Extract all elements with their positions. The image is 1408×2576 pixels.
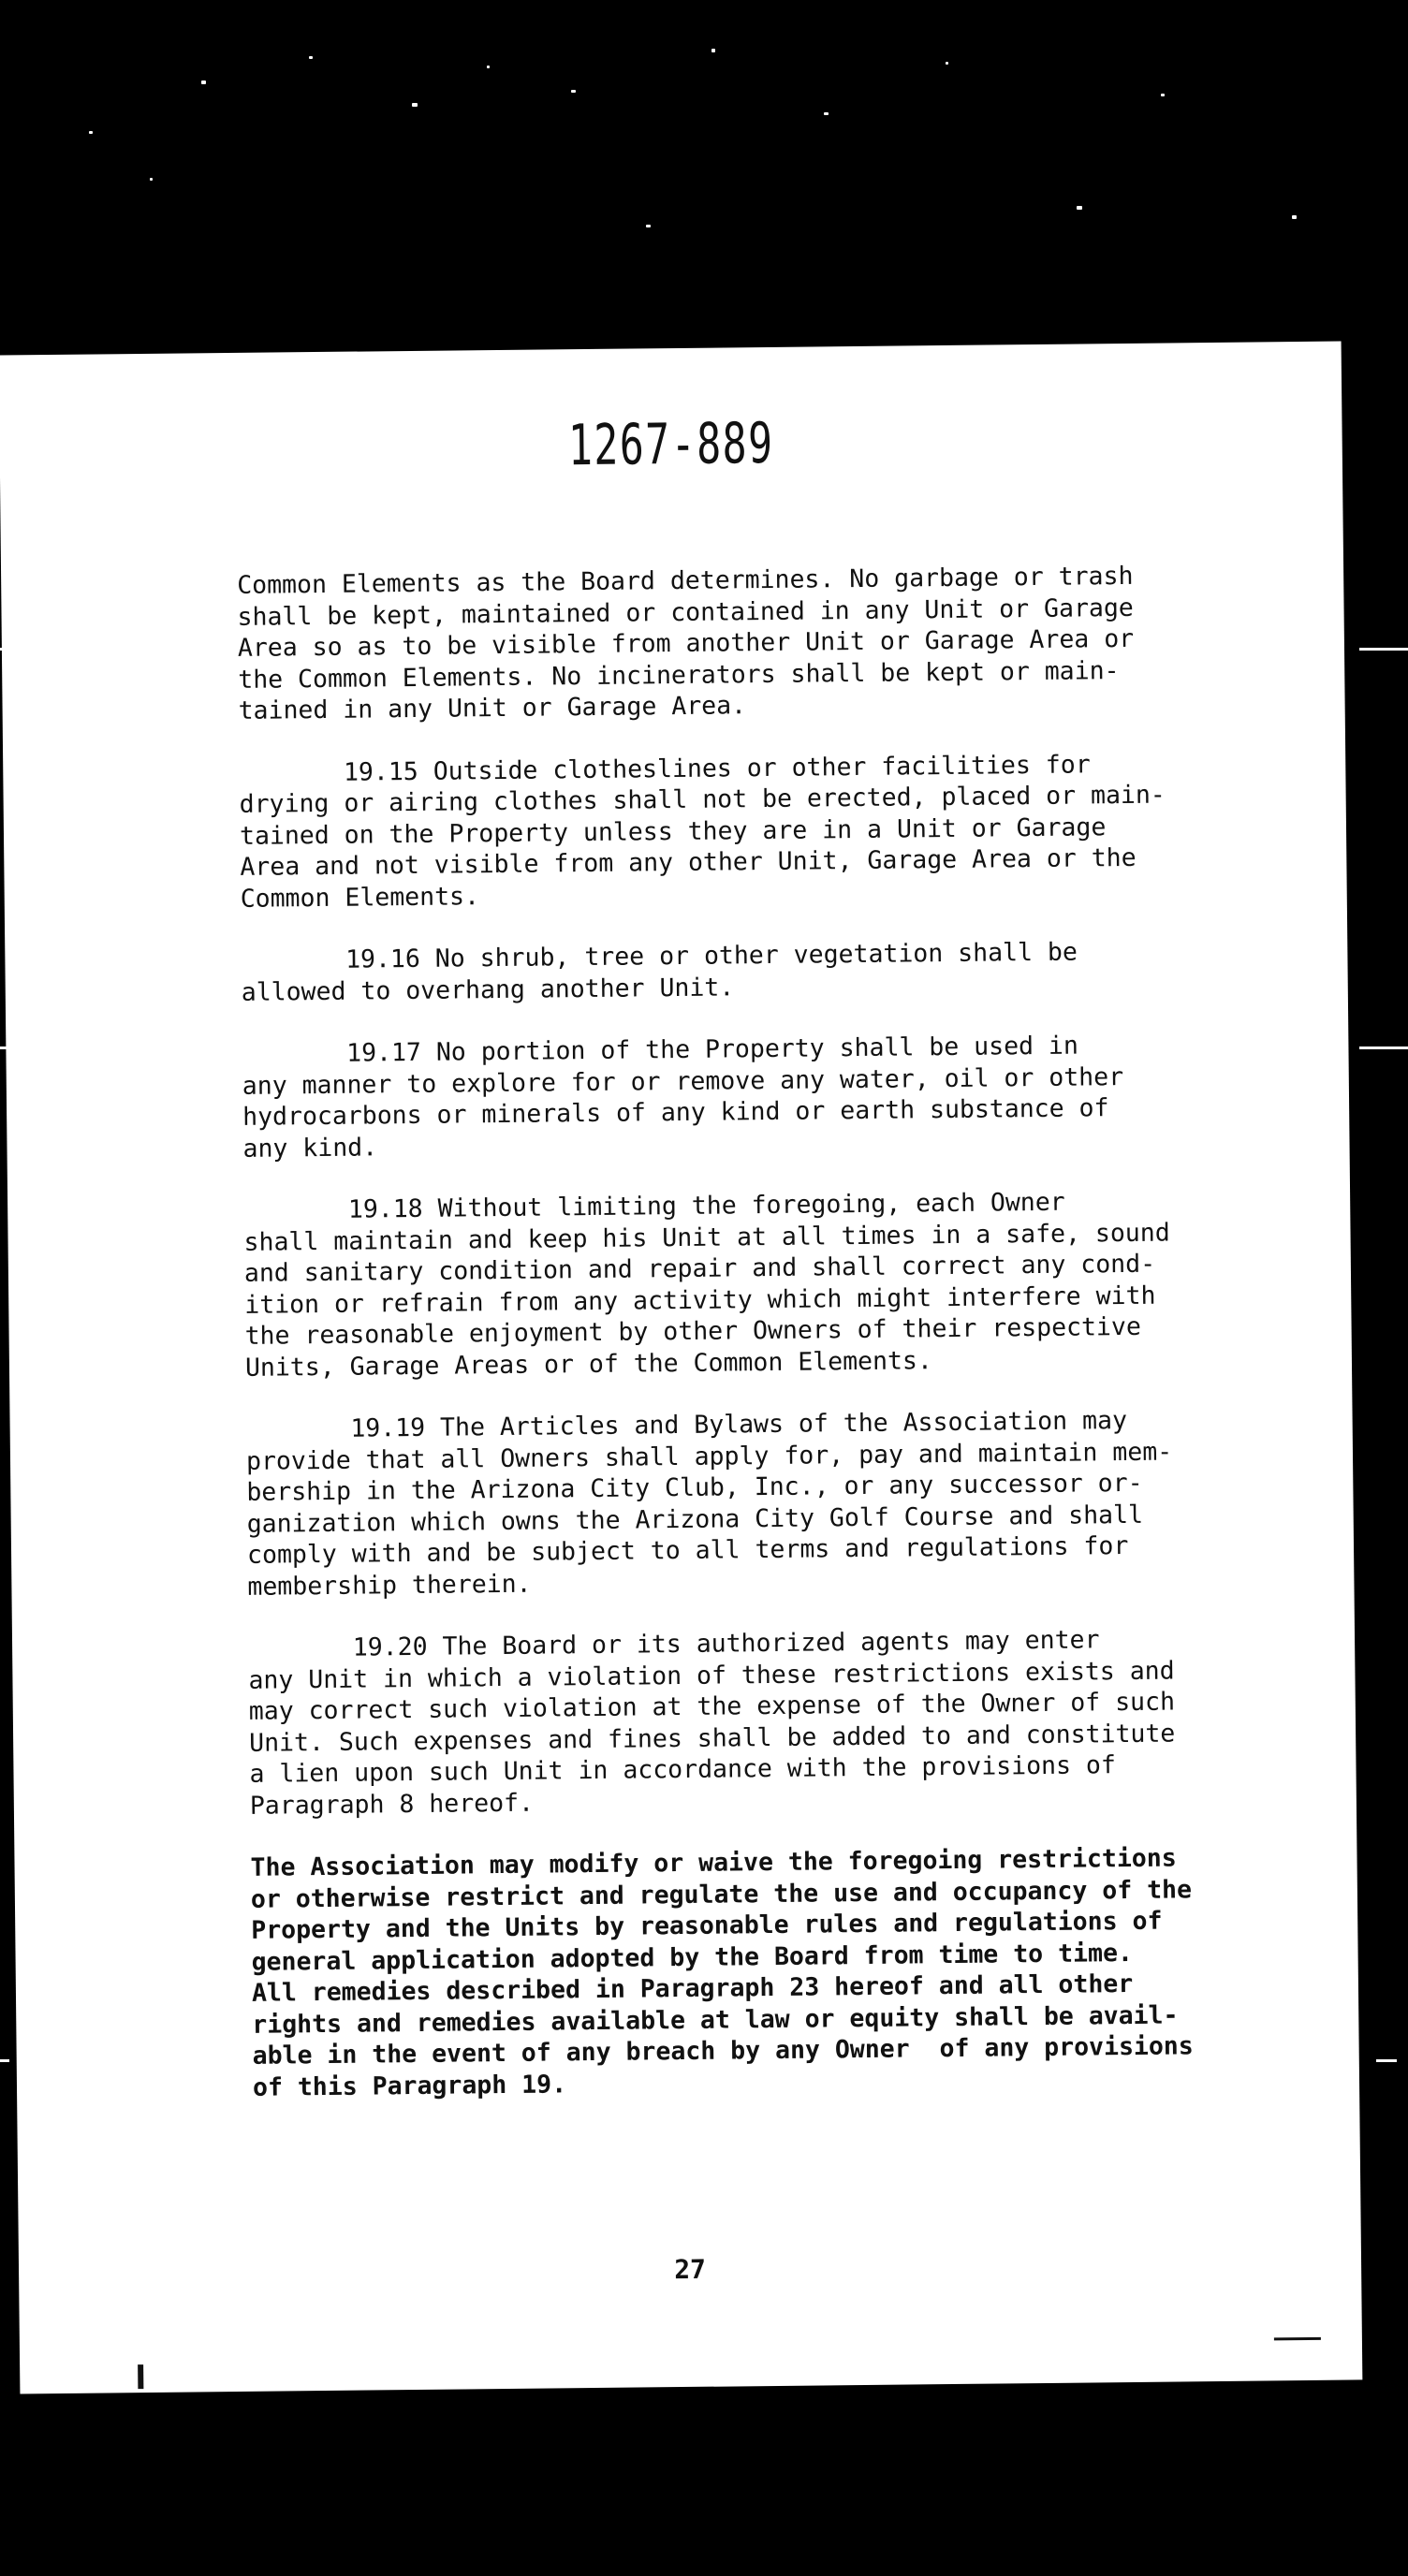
paragraph-intro: Common Elements as the Board determines. No garbage or trash shall be kept, maintained or contained in any Unit or Garage Area so as to be visible from another Unit or Garage Area or the Common Elements. No incinerators shall be kept or main- tained in any Unit or Garage Area. xyxy=(237,561,1135,725)
paragraph-19-17: 19.17 No portion of the Property shall be used in any manner to explore for or remove any water, oil or other hydrocarbons or minerals of any kind or earth substance of any kind. xyxy=(242,1031,1124,1164)
paragraph-19-19: 19.19 The Articles and Bylaws of the Association may provide that all Owners shall apply for, pay and maintain mem- bership in the Arizona City Club, Inc., or any successor or- ganization which owns the Arizona City Golf Course and shall comply with and be subject to all terms and regulations for membership therein. xyxy=(245,1406,1173,1602)
scan-noise-speck xyxy=(711,49,715,52)
paragraph-closing: The Association may modify or waive the foregoing restrictions or otherwise restrict and regulate the use and occupancy of the Property and the Units by reasonable rules and regulations of general application adopted by the Board from time to time. All remedies described in Paragraph 23 hereof and all other rights and remedies available at law or equity shall be avail- able in the event of any breach by any Owner of any provisions of this Paragraph 19. xyxy=(250,1843,1194,2102)
scan-noise-speck xyxy=(201,80,206,84)
scan-noise-speck xyxy=(1292,215,1297,219)
scan-noise-speck xyxy=(309,56,313,59)
right-edge-mark xyxy=(1359,648,1408,651)
scan-edge-mark xyxy=(138,2364,143,2389)
scan-noise-speck xyxy=(89,131,93,134)
scan-noise-speck xyxy=(1077,206,1082,210)
left-edge-mark xyxy=(0,2059,9,2062)
scan-noise-speck xyxy=(824,112,829,115)
page-number: 27 xyxy=(674,2253,707,2286)
scan-noise-speck xyxy=(412,103,418,107)
document-number: 1267-889 xyxy=(567,410,774,479)
scan-noise-speck xyxy=(1161,94,1165,96)
document-body xyxy=(237,560,1236,2134)
paragraph-19-18: 19.18 Without limiting the foregoing, each Owner shall maintain and keep his Unit at all times in a safe, sound and sanitary condition and repair and shall correct any cond- ition or refrain from any activity which might interfere with the reasonable enjoyment by other Owners of their respective Units, Garage Areas or of the Common Elements. xyxy=(243,1187,1170,1383)
paragraph-19-16: 19.16 No shrub, tree or other vegetation shall be allowed to overhang another Unit. xyxy=(241,937,1078,1007)
paragraph-19-20: 19.20 The Board or its authorized agents may enter any Unit in which a violation of these restrictions exists and may correct such violation at the expense of the Owner of such Unit. Such expenses and fines shall be added to and constitute a lien upon such Unit in accordance with the provisions of Paragraph 8 hereof. xyxy=(247,1625,1176,1821)
scan-noise-speck xyxy=(946,62,948,65)
scan-noise-speck xyxy=(571,90,576,93)
scan-edge-mark xyxy=(1274,2337,1321,2341)
scan-noise-speck xyxy=(150,178,153,181)
right-edge-mark xyxy=(1376,2059,1397,2062)
scan-noise-speck xyxy=(646,225,651,227)
scan-noise-speck xyxy=(487,66,490,68)
document-page xyxy=(0,342,1362,2394)
right-edge-mark xyxy=(1359,1046,1408,1049)
paragraph-19-15: 19.15 Outside clotheslines or other facilities for drying or airing clothes shall not be erected, placed or main- tained on the Property unless they are in a Unit or Garage Area and not visible from any other Unit, Garage Area or the Common Elements. xyxy=(239,749,1166,914)
